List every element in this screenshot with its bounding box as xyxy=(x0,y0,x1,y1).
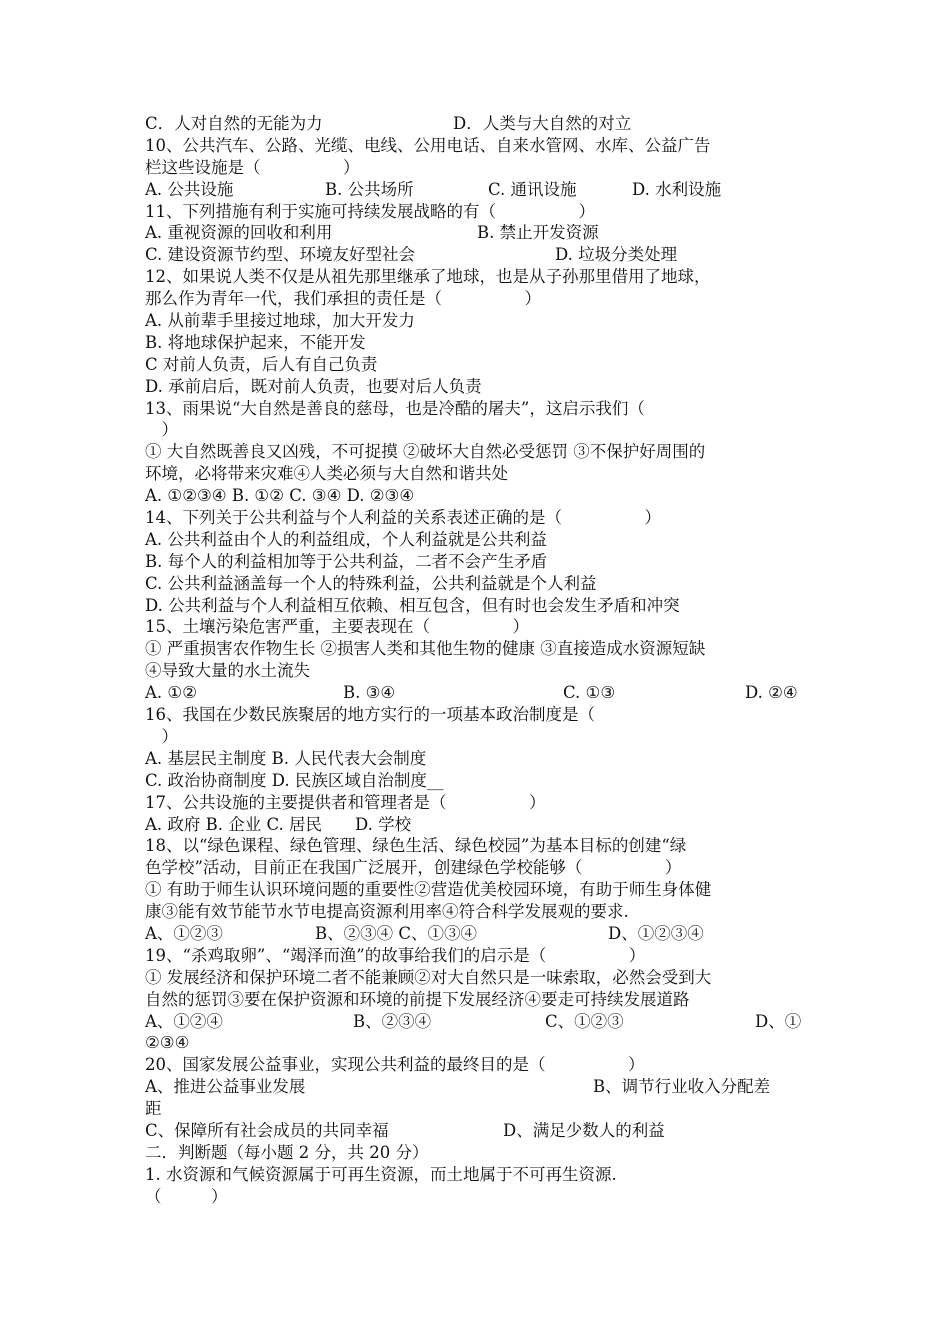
text-line: C 对前人负责，后人有自己负责 xyxy=(145,354,378,374)
text-line: 14、下列关于公共利益与个人利益的关系表述正确的是（ ） xyxy=(145,508,661,528)
text-line: 10、公共汽车、公路、光缆、电线、公用电话、自来水管网、水库、公益广告 xyxy=(145,135,711,155)
options-row xyxy=(145,113,810,135)
option-text: D．人类与大自然的对立 xyxy=(453,114,632,133)
option-text: B、②③④ xyxy=(353,1011,432,1031)
option-text: D. 水利设施 xyxy=(632,179,722,199)
options-row xyxy=(145,1076,810,1098)
option-text: B、调节行业收入分配差 xyxy=(593,1077,771,1097)
text-line: ① 发展经济和保护环境二者不能兼顾②对大自然只是一味索取，必然会受到大 xyxy=(145,967,712,987)
text-line: 栏这些设施是（ ） xyxy=(145,157,360,177)
text-line: ④导致大量的水土流失 xyxy=(145,661,310,681)
options-row xyxy=(145,682,810,704)
text-line: 11、下列措施有利于实施可持续发展战略的有（ ） xyxy=(145,201,595,221)
options-row xyxy=(145,222,810,244)
text-line: A. 从前辈手里接过地球，加大开发力 xyxy=(145,311,415,331)
option-text: B. ③④ xyxy=(343,683,396,703)
text-line: 1. 水资源和气候资源属于可再生资源，而土地属于不可再生资源. xyxy=(145,1164,617,1184)
option-text: D、① xyxy=(755,1011,802,1031)
text-line: 康③能有效节能节水节电提高资源利用率④符合科学发展观的要求. xyxy=(145,902,629,922)
text-line: C. 公共利益涵盖每一个人的特殊利益，公共利益就是个人利益 xyxy=(145,573,597,593)
text-line: 19、“杀鸡取卵”、“竭泽而渔”的故事给我们的启示是（ ） xyxy=(145,945,646,965)
text-line: ① 严重损害农作物生长 ②损害人类和其他生物的健康 ③直接造成水资源短缺 xyxy=(145,639,706,659)
option-text: C. ①③ xyxy=(563,683,616,703)
text-line: （ ） xyxy=(145,1186,228,1206)
option-text: A、①②④ xyxy=(145,1011,223,1031)
option-text: B. 禁止开发资源 xyxy=(477,223,599,243)
text-line: ① 大自然既善良又凶残，不可捉摸 ②破坏大自然必受惩罚 ③不保护好周围的 xyxy=(145,442,706,462)
option-text: C. 通讯设施 xyxy=(488,179,577,199)
option-text: C. 建设资源节约型、环境友好型社会 xyxy=(145,245,416,265)
text-line: 15、土壤污染危害严重，主要表现在（ ） xyxy=(145,617,529,637)
text-line: ） xyxy=(145,420,178,440)
options-row xyxy=(145,1120,810,1142)
text-line: ① 有助于师生认识环境问题的重要性②营造优美校园环境，有助于师生身体健 xyxy=(145,880,712,900)
option-text: D、①②③④ xyxy=(608,923,704,943)
text-line: A. 公共利益由个人的利益组成，个人利益就是公共利益 xyxy=(145,529,547,549)
exam-content xyxy=(145,113,810,1208)
option-text: B. 公共场所 xyxy=(325,179,414,199)
options-row xyxy=(145,179,810,201)
text-line: ②③④ xyxy=(145,1033,190,1053)
text-line: 色学校”活动，目前正在我国广泛展开，创建绿色学校能够（ ） xyxy=(145,858,682,878)
options-row xyxy=(145,244,810,266)
text-line: ） xyxy=(145,726,178,746)
option-text: A、①②③ xyxy=(145,923,223,943)
text-line: C. 政治协商制度 D. 民族区域自治制度__ xyxy=(145,770,444,790)
text-line: A. ①②③④ B. ①② C. ③④ D. ②③④ xyxy=(145,486,415,506)
text-line: 13、雨果说“大自然是善良的慈母，也是冷酷的屠夫”，这启示我们（ xyxy=(145,398,645,418)
option-text: A. ①② xyxy=(145,683,197,703)
option-text: A、推进公益事业发展 xyxy=(145,1077,306,1097)
options-row xyxy=(145,923,810,945)
text-line: A. 基层民主制度 B. 人民代表大会制度 xyxy=(145,748,427,768)
text-line: B. 将地球保护起来，不能开发 xyxy=(145,332,366,352)
option-text: C．人对自然的无能为力 xyxy=(145,114,323,133)
text-line: D. 公共利益与个人利益相互依赖、相互包含，但有时也会发生矛盾和冲突 xyxy=(145,595,680,615)
text-line: 12、如果说人类不仅是从祖先那里继承了地球，也是从子孙那里借用了地球， xyxy=(145,267,711,287)
text-line: 18、以“绿色课程、绿色管理、绿色生活、绿色校园”为基本目标的创建“绿 xyxy=(145,836,687,856)
text-line: 那么作为青年一代，我们承担的责任是（ ） xyxy=(145,289,541,309)
option-text: D、满足少数人的利益 xyxy=(503,1120,665,1140)
text-line: D. 承前启后，既对前人负责，也要对后人负责 xyxy=(145,376,482,396)
text-line: 自然的惩罚③要在保护资源和环境的前提下发展经济④要走可持续发展道路 xyxy=(145,989,690,1009)
text-line: B. 每个人的利益相加等于公共利益，二者不会产生矛盾 xyxy=(145,551,548,571)
option-text: B、②③④ C、①③④ xyxy=(315,923,477,943)
text-line: 环境，必将带来灾难④人类必须与大自然和谐共处 xyxy=(145,464,508,484)
text-line: 二．判断题（每小题 2 分，共 20 分） xyxy=(145,1142,429,1162)
option-text: A. 重视资源的回收和利用 xyxy=(145,223,333,243)
options-row xyxy=(145,1011,810,1033)
option-text: A. 公共设施 xyxy=(145,179,234,199)
option-text: C、保障所有社会成员的共同幸福 xyxy=(145,1120,389,1140)
text-line: A. 政府 B. 企业 C. 居民 D. 学校 xyxy=(145,814,412,834)
option-text: C、①②③ xyxy=(545,1011,624,1031)
text-line: 17、公共设施的主要提供者和管理者是（ ） xyxy=(145,792,546,812)
option-text: D. ②④ xyxy=(745,683,798,703)
text-line: 距 xyxy=(145,1099,162,1119)
option-text: D. 垃圾分类处理 xyxy=(555,245,678,265)
text-line: 16、我国在少数民族聚居的地方实行的一项基本政治制度是（ xyxy=(145,705,595,725)
text-line: 20、国家发展公益事业，实现公共利益的最终目的是（ ） xyxy=(145,1055,645,1075)
